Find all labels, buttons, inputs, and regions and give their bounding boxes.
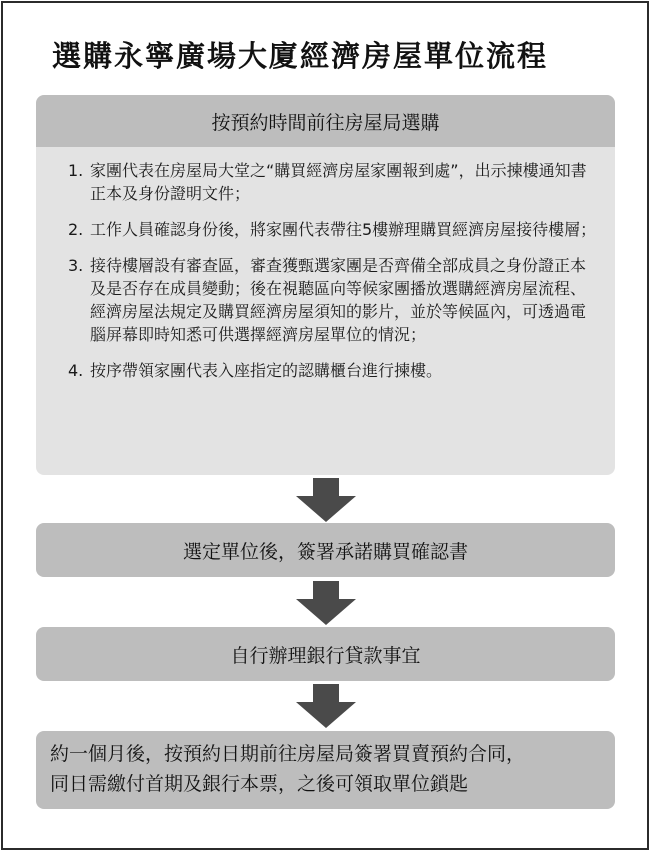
step4-box: [36, 731, 615, 809]
item-text: 接待樓層設有審查區，審查獲甄選家團是否齊備全部成員之身份證正本及是否存在成員變動；後在視聽區向等候家團播放選購經濟房屋流程、經濟房屋法規定及購買經濟房屋須知的影片，並於等候區內，可透過電腦屏幕即時知悉可供選擇經濟房屋單位的情況；: [90, 256, 587, 344]
item-number: 4.: [68, 361, 84, 380]
item-number: 2.: [68, 220, 84, 239]
item-text: 家團代表在房屋局大堂之“購買經濟房屋家團報到處”，出示揀樓通知書正本及身份證明文件；: [90, 161, 587, 203]
step3-box: 自行辦理銀行貸款事宜: [36, 627, 615, 681]
item-text: 按序帶領家團代表入座指定的認購櫃台進行揀樓。: [90, 361, 443, 380]
step1-body: [36, 147, 615, 475]
item-number: 3.: [68, 256, 84, 275]
step1-item-3: [68, 254, 598, 346]
item-number: 1.: [68, 161, 84, 180]
down-arrow-icon: [296, 581, 356, 625]
step2-box: 選定單位後，簽署承諾購買確認書: [36, 523, 615, 577]
step4-line1: 約一個月後，按預約日期前往房屋局簽署買賣預約合同，: [50, 743, 526, 765]
page-title: 選購永寧廣場大廈經濟房屋單位流程: [52, 39, 549, 73]
down-arrow-icon: [296, 478, 356, 522]
step1-header: 按預約時間前往房屋局選購: [36, 95, 615, 147]
step1-list: [68, 159, 598, 395]
step4-line2: 同日需繳付首期及銀行本票，之後可領取單位鎖匙: [50, 773, 469, 795]
step1-item-4: [68, 359, 598, 382]
step1-item-1: [68, 159, 598, 205]
item-text: 工作人員確認身份後，將家團代表帶往5樓辦理購買經濟房屋接待樓層；: [90, 220, 597, 239]
step1-item-2: [68, 218, 598, 241]
down-arrow-icon: [296, 684, 356, 728]
